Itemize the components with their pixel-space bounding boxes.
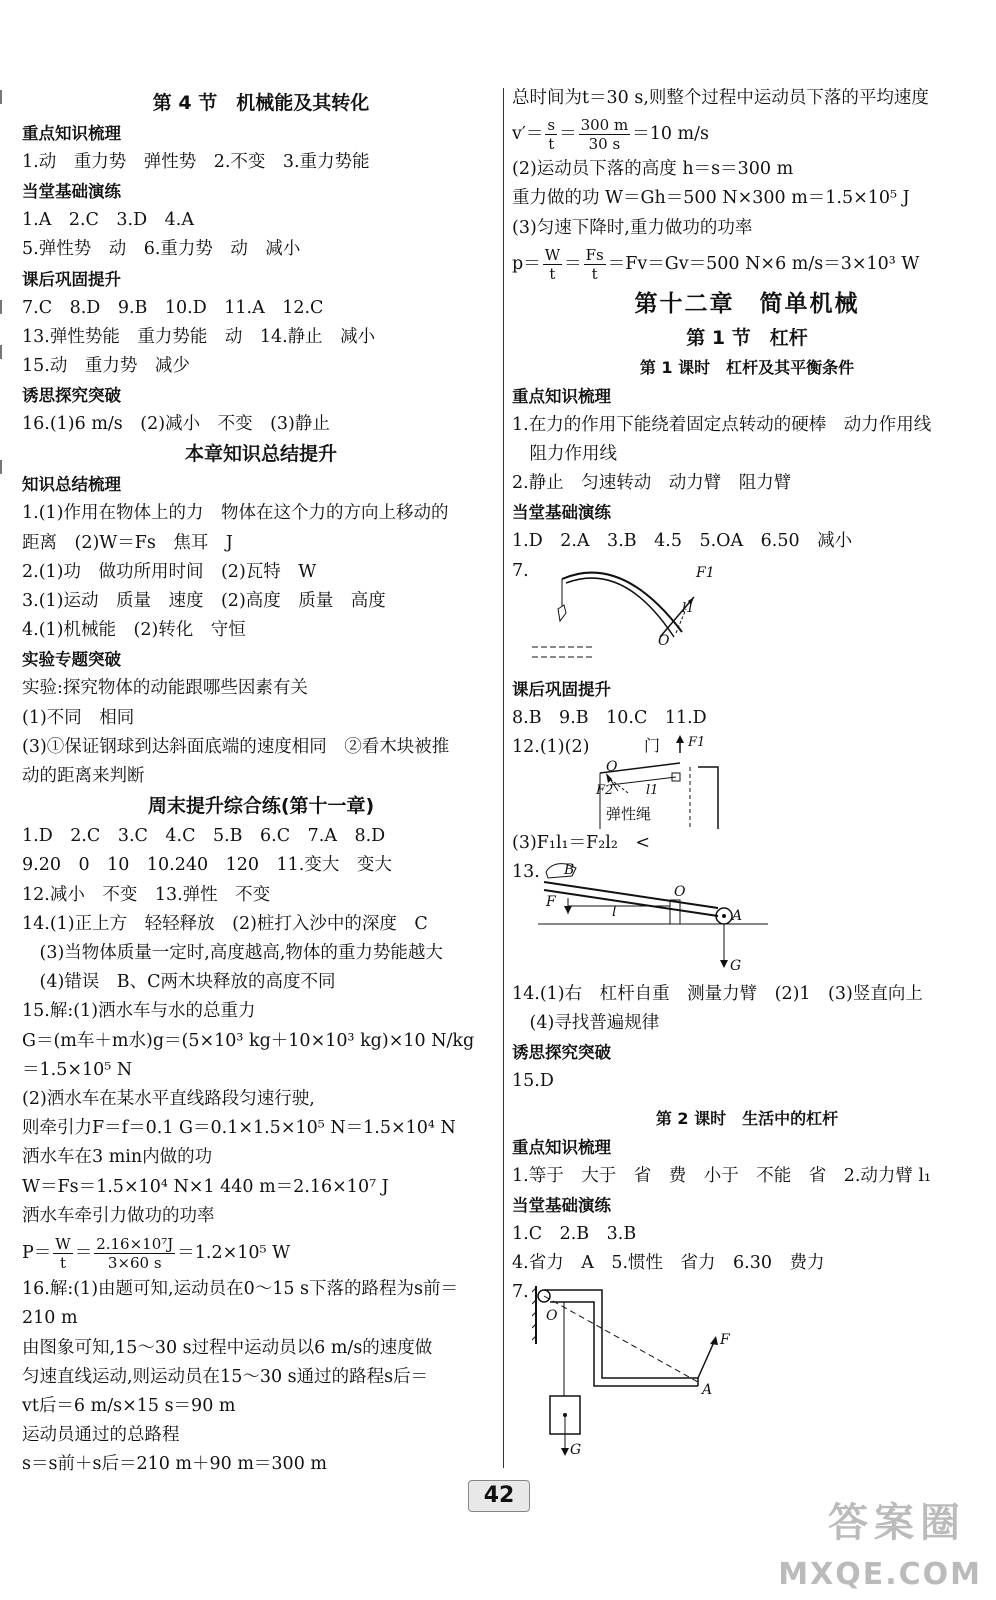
answer-line: vt后＝6 m/s×15 s＝90 m — [22, 1395, 236, 1416]
numerator: s — [547, 116, 556, 135]
answer-line: 洒水车牵引力做功的功率 — [22, 1205, 215, 1226]
numerator: 300 m — [580, 116, 629, 135]
heading-review: 重点知识梳理 — [512, 1137, 611, 1157]
heading-experiment: 实验专题突破 — [22, 650, 121, 670]
label-g: G — [730, 958, 742, 975]
label-o: O — [546, 1308, 558, 1325]
answer-line: (3)当物体质量一定时,高度越高,物体的重力势能越大 — [22, 943, 443, 964]
fraction — [543, 246, 562, 283]
answer-line: 1.等于 大于 省 费 小于 不能 省 2.动力臂 l₁ — [512, 1165, 932, 1186]
answer-line: 14.(1)正上方 轻轻释放 (2)桩打入沙中的深度 C — [22, 913, 428, 934]
figure-pedal-lever — [512, 858, 982, 980]
answer-line: 1.C 2.B 3.B — [512, 1223, 637, 1244]
right-column — [512, 84, 982, 1460]
formula-prefix: p＝ — [512, 253, 541, 274]
answer-line: 16.解:(1)由题可知,运动员在0～15 s下落的路程为s前＝ — [22, 1279, 459, 1300]
answer-line: W＝Fs＝1.5×10⁴ N×1 440 m＝2.16×10⁷ J — [22, 1176, 389, 1197]
heading-after: 课后巩固提升 — [512, 679, 611, 699]
answer-line: 由图象可知,15～30 s过程中运动员以6 m/s的速度做 — [22, 1337, 433, 1358]
answer-line: 1.动 重力势 弹性势 2.不变 3.重力势能 — [22, 152, 370, 172]
label-door: 门 — [644, 735, 661, 755]
formula-result: ＝Fv＝Gv＝500 N×6 m/s＝3×10³ W — [607, 253, 920, 274]
answer-line: 13.弹性势能 重力势能 动 14.静止 减小 — [22, 326, 376, 347]
answer-line: 4.省力 A 5.惯性 省力 6.30 费力 — [512, 1253, 825, 1274]
answer-line: (4)寻找普遍规律 — [512, 1013, 660, 1034]
answer-line: (4)错误 B、C两木块释放的高度不同 — [22, 972, 336, 993]
answer-line: 8.B 9.B 10.C 11.D — [512, 707, 707, 728]
label-l1: l1 — [682, 600, 695, 616]
answer-line: 1.A 2.C 3.D 4.A — [22, 210, 194, 231]
answer-line: 9.20 0 10 10.240 120 11.变大 变大 — [22, 855, 392, 876]
left-column — [22, 88, 500, 1480]
answer-line: ＝1.5×10⁵ N — [22, 1059, 133, 1080]
heading-basic: 当堂基础演练 — [512, 1195, 611, 1215]
fraction — [579, 116, 631, 153]
answer-line: 2.静止 匀速转动 动力臂 阻力臂 — [512, 473, 792, 494]
weekly-title: 周末提升综合练(第十一章) — [147, 795, 375, 818]
heading-after: 课后巩固提升 — [22, 269, 121, 289]
formula-prefix: P＝ — [22, 1243, 52, 1264]
answer-line: 2.(1)功 做功所用时间 (2)瓦特 W — [22, 561, 317, 582]
formula-line — [512, 113, 982, 155]
answer-line: 15.解:(1)洒水车与水的总重力 — [22, 1001, 256, 1022]
figure-bracket-lever — [512, 1278, 982, 1460]
answer-line: 距离 (2)W＝Fs 焦耳 J — [22, 532, 233, 553]
heading-basic: 当堂基础演练 — [22, 182, 121, 202]
answer-line: 1.D 2.A 3.B 4.5 5.OA 6.50 减小 — [512, 531, 853, 552]
question-number: 12.(1)(2) — [512, 736, 590, 757]
numerator: Fs — [585, 245, 604, 264]
heading-knowledge: 知识总结梳理 — [22, 475, 121, 495]
lesson-title: 第 2 课时 生活中的杠杆 — [655, 1108, 839, 1128]
denominator: t — [549, 264, 556, 283]
label-a: A — [702, 1382, 713, 1399]
watermark-url: MXQE.COM — [778, 1557, 982, 1592]
answer-line: 总时间为t＝30 s,则整个过程中运动员下落的平均速度 — [512, 88, 929, 108]
heading-review: 重点知识梳理 — [22, 124, 121, 143]
heading-explore: 诱思探究突破 — [512, 1043, 611, 1063]
figure-fishing-rod — [512, 557, 982, 675]
answer-line: (2)洒水车在某水平直线路段匀速行驶, — [22, 1089, 315, 1110]
answer-line: G＝(m车＋m水)g＝(5×10³ kg＋10×10³ kg)×10 N/kg — [22, 1030, 475, 1051]
answer-line: (3)匀速下降时,重力做功的功率 — [512, 217, 753, 238]
denominator: t — [591, 264, 598, 283]
answer-line: 动的距离来判断 — [22, 766, 145, 787]
binding-edge — [0, 0, 12, 1600]
equals: ＝ — [74, 1243, 93, 1264]
answer-line: 15.D — [512, 1071, 554, 1092]
equals: ＝ — [564, 253, 582, 274]
fraction — [584, 246, 606, 283]
label-b: B — [564, 862, 575, 879]
numerator: W — [544, 245, 561, 264]
answer-line: 3.(1)运动 质量 速度 (2)高度 质量 高度 — [22, 591, 386, 612]
denominator: 30 s — [588, 135, 621, 154]
label-o: O — [658, 632, 670, 649]
answer-line: (2)运动员下落的高度 h＝s＝300 m — [512, 159, 794, 180]
answer-line: 7.C 8.D 9.B 10.D 11.A 12.C — [22, 297, 324, 318]
fraction — [94, 1235, 175, 1272]
label-f: F — [720, 1332, 730, 1349]
heading-basic: 当堂基础演练 — [512, 503, 611, 523]
formula-line — [22, 1231, 500, 1275]
label-f2: F2 — [596, 782, 614, 798]
denominator: t — [59, 1254, 66, 1273]
section-title: 第 4 节 机械能及其转化 — [152, 92, 370, 114]
answer-line: (1)不同 相同 — [22, 707, 135, 728]
numerator: 2.16×10⁷J — [96, 1235, 174, 1254]
label-f1: F1 — [688, 734, 706, 750]
answer-line: 15.动 重力势 减少 — [22, 356, 190, 377]
page-number: 42 — [468, 1480, 530, 1512]
answer-line: (3)F₁l₁＝F₂l₂ < — [512, 832, 650, 853]
watermark-logo: 答案圈 — [828, 1500, 966, 1546]
figure-door — [512, 733, 982, 829]
formula-line — [512, 243, 982, 285]
answer-line: 1.D 2.C 3.C 4.C 5.B 6.C 7.A 8.D — [22, 826, 386, 847]
summary-title: 本章知识总结提升 — [184, 443, 337, 466]
answer-line: 重力做的功 W＝Gh＝500 N×300 m＝1.5×10⁵ J — [512, 188, 910, 209]
fraction — [53, 1235, 72, 1272]
chapter-title: 第十二章 简单机械 — [634, 290, 860, 317]
answer-line: 4.(1)机械能 (2)转化 守恒 — [22, 620, 246, 641]
label-rope: 弹性绳 — [606, 804, 652, 823]
fraction — [545, 116, 557, 153]
answer-line: 则牵引力F＝f＝0.1 G＝0.1×1.5×10⁵ N＝1.5×10⁴ N — [22, 1118, 456, 1139]
label-a: A — [732, 908, 743, 925]
answer-line: 阻力作用线 — [512, 444, 617, 465]
answer-line: 12.减小 不变 13.弹性 不变 — [22, 884, 271, 905]
answer-line: 匀速直线运动,则运动员在15～30 s通过的路程s后＝ — [22, 1366, 429, 1387]
heading-explore: 诱思探究突破 — [22, 386, 121, 406]
question-number: 7. — [512, 1282, 529, 1303]
label-l1: l1 — [646, 782, 659, 798]
label-o: O — [674, 884, 686, 901]
answer-line: 实验:探究物体的动能跟哪些因素有关 — [22, 678, 308, 699]
answer-line: 洒水车在3 min内做的功 — [22, 1147, 213, 1168]
answer-line: 14.(1)右 杠杆自重 测量力臂 (2)1 (3)竖直向上 — [512, 984, 923, 1005]
bracket-lever-diagram — [532, 1278, 752, 1460]
answer-line: s＝s前＋s后＝210 m＋90 m＝300 m — [22, 1454, 327, 1475]
numerator: W — [55, 1235, 71, 1254]
answer-line: 5.弹性势 动 6.重力势 动 减小 — [22, 239, 301, 260]
label-g: G — [570, 1442, 582, 1459]
heading-review: 重点知识梳理 — [512, 386, 611, 406]
answer-line: (3)①保证钢球到达斜面底端的速度相同 ②看木块被推 — [22, 736, 450, 757]
answer-line: 16.(1)6 m/s (2)减小 不变 (3)静止 — [22, 414, 330, 435]
formula-result: ＝10 m/s — [632, 124, 710, 145]
label-f1: F1 — [696, 564, 715, 581]
question-number: 7. — [512, 560, 529, 581]
question-number: 13. — [512, 862, 540, 883]
denominator: t — [548, 135, 555, 154]
lesson-title: 第 1 课时 杠杆及其平衡条件 — [639, 357, 855, 377]
answer-line: 210 m — [22, 1308, 78, 1329]
label-l: l — [612, 904, 617, 921]
formula-result: ＝1.2×10⁵ W — [177, 1243, 291, 1264]
answer-line: 1.在力的作用下能绕着固定点转动的硬棒 动力作用线 — [512, 414, 932, 435]
answer-line: 运动员通过的总路程 — [22, 1425, 180, 1446]
equals: ＝ — [559, 124, 577, 145]
answer-line: 1.(1)作用在物体上的力 物体在这个力的方向上移动的 — [22, 503, 449, 524]
denominator: 3×60 s — [107, 1254, 162, 1273]
label-o: O — [606, 758, 618, 775]
column-divider — [503, 88, 504, 1468]
label-f: F — [546, 894, 556, 911]
section-title: 第 1 节 杠杆 — [686, 326, 808, 349]
formula-prefix: v′＝ — [512, 124, 544, 145]
